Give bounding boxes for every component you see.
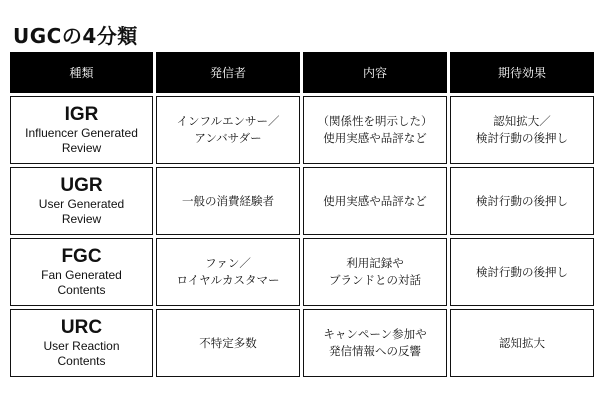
type-code: URC (60, 317, 103, 338)
header-effect: 期待効果 (450, 52, 594, 93)
effect-cell: 認知拡大 (450, 309, 594, 377)
type-code: IGR (64, 104, 99, 125)
effect-cell: 認知拡大／ 検討行動の後押し (450, 96, 594, 164)
header-sender: 発信者 (156, 52, 300, 93)
type-full-name: User Reaction Contents (43, 339, 120, 368)
content-cell: 使用実感や品評など (303, 167, 447, 235)
sender-cell: 一般の消費経験者 (156, 167, 300, 235)
content-cell: 利用記録や ブランドとの対話 (303, 238, 447, 306)
type-cell-urc (10, 309, 153, 377)
type-full-name: Fan Generated Contents (41, 268, 122, 297)
type-cell-fgc (10, 238, 153, 306)
sender-cell: インフルエンサー／ アンバサダー (156, 96, 300, 164)
header-content: 内容 (303, 52, 447, 93)
type-cell-ugr (10, 167, 153, 235)
content-cell: キャンペーン参加や 発信情報への反響 (303, 309, 447, 377)
header-type: 種類 (10, 52, 153, 93)
type-cell-igr (10, 96, 153, 164)
content-cell: （関係性を明示した） 使用実感や品評など (303, 96, 447, 164)
sender-cell: ファン／ ロイヤルカスタマー (156, 238, 300, 306)
type-code: FGC (61, 246, 102, 267)
type-full-name: User Generated Review (38, 197, 125, 226)
type-full-name: Influencer Generated Review (25, 126, 138, 155)
effect-cell: 検討行動の後押し (450, 167, 594, 235)
type-code: UGR (60, 175, 103, 196)
page-title: UGCの4分類 (13, 24, 138, 48)
sender-cell: 不特定多数 (156, 309, 300, 377)
effect-cell: 検討行動の後押し (450, 238, 594, 306)
ugc-classification-table (10, 52, 588, 377)
